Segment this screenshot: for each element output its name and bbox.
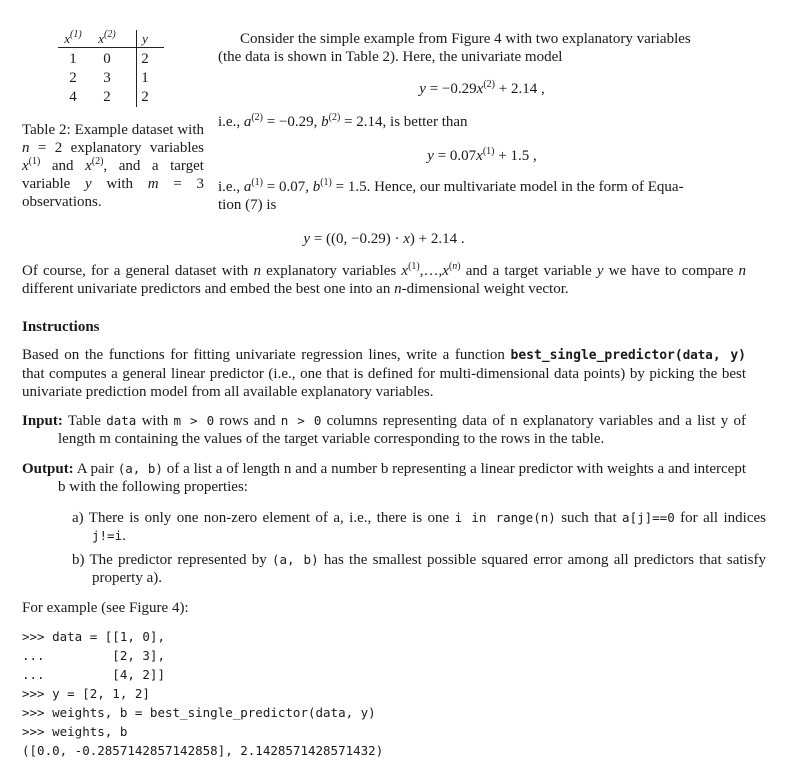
input-text: Table data with m > 0 rows and n > 0 columns representing data of n explanatory variables and a list y of length m containing the values of the target variable corresponding to the rows in the table. [58,413,746,447]
table-cell: 3 [103,70,111,86]
table-cell: 0 [103,51,111,67]
table-cell: 1 [141,70,149,86]
code-line: >>> y = [2, 1, 2] [22,686,150,701]
intro-line-3: i.e., $a^{(2)} = -0.29$, $b^{(2)} = 2.14$, is better than [218,112,468,130]
intro-text [218,30,746,66]
table-header-x2: $x^{(2)}$ [98,29,116,46]
output-label: Output: [22,461,74,477]
table-row [58,48,164,67]
table-2 [58,30,164,105]
paragraph-1: Of course, for a general dataset with n explanatory variables $x^{(1)},\dots,x^{(n)}$ and a target variable y we have to compare n different univariate predictors and embed the best one into an n-dimensional weight vector. [22,261,747,297]
table-cell: 2 [141,89,149,105]
input-label: Input: [22,413,63,429]
table-cell: 4 [69,89,77,105]
input-spec [22,412,746,448]
table-row [58,67,164,86]
output-spec [22,460,746,496]
code-line: >>> data = [[1, 0], [22,629,165,644]
equation-2: $y = 0.07x^{(1)} + 1.5$ , [427,146,537,164]
table-cell: 2 [103,89,111,105]
table-row [58,86,164,105]
table-cell: 2 [69,70,77,86]
example-intro: For example (see Figure 4): [22,600,189,616]
code-line: >>> weights, b [22,724,128,739]
intro-line-4: i.e., $a^{(1)} = 0.07$, $b^{(1)} = 1.5$. Hence, our multivariate model in the form of Equa- [218,177,684,195]
property-b: b) The predictor represented by (a, b) has the smallest possible squared error among all predictors that satisfy property a). [72,552,767,586]
table-header-y: y [142,31,148,46]
output-text: A pair (a, b) of a list a of length n and a number b representing a linear predictor with weights a and intercept b with the following properties: [58,461,746,495]
table-cell: 2 [141,51,149,67]
equation-1: $y = -0.29x^{(2)} + 2.14$ , [419,79,545,97]
code-line: ... [2, 3], [22,648,165,663]
table-header-row [58,30,164,48]
property-a: a) There is only one non-zero element of a, i.e., there is one i in range(n) such that a[j]==0 for all indices j!=i. [72,510,766,544]
table-caption: Table 2: Example dataset with n = 2 explanatory variables $x^{(1)}$ and $x^{(2)}$, and a target variable y with m = 3 observations. [22,122,204,210]
table-cell: 1 [69,51,77,67]
equation-3: y = ((0, −0.29) · x) + 2.14 . [303,231,465,247]
code-line: ... [4, 2]] [22,667,165,682]
instructions-body: Based on the functions for fitting univariate regression lines, write a function best_single_predictor(data, y) that computes a general linear predictor (i.e., one that is defined for multi-dimensional data points) by picking the best univariate prediction model from all available explanatory variables. [22,347,746,400]
intro-line-5: tion (7) is [218,197,277,213]
intro-line-2: (the data is shown in Table 2). Here, the univariate model [218,49,563,65]
code-line: >>> weights, b = best_single_predictor(data, y) [22,705,376,720]
instructions-heading: Instructions [22,319,100,335]
table-header-x1: $x^{(1)}$ [64,29,82,46]
intro-line-1: Consider the simple example from Figure 4 with two explanatory variables [240,31,691,47]
code-line: ([0.0, -0.2857142857142858], 2.1428571428571432) [22,743,384,758]
